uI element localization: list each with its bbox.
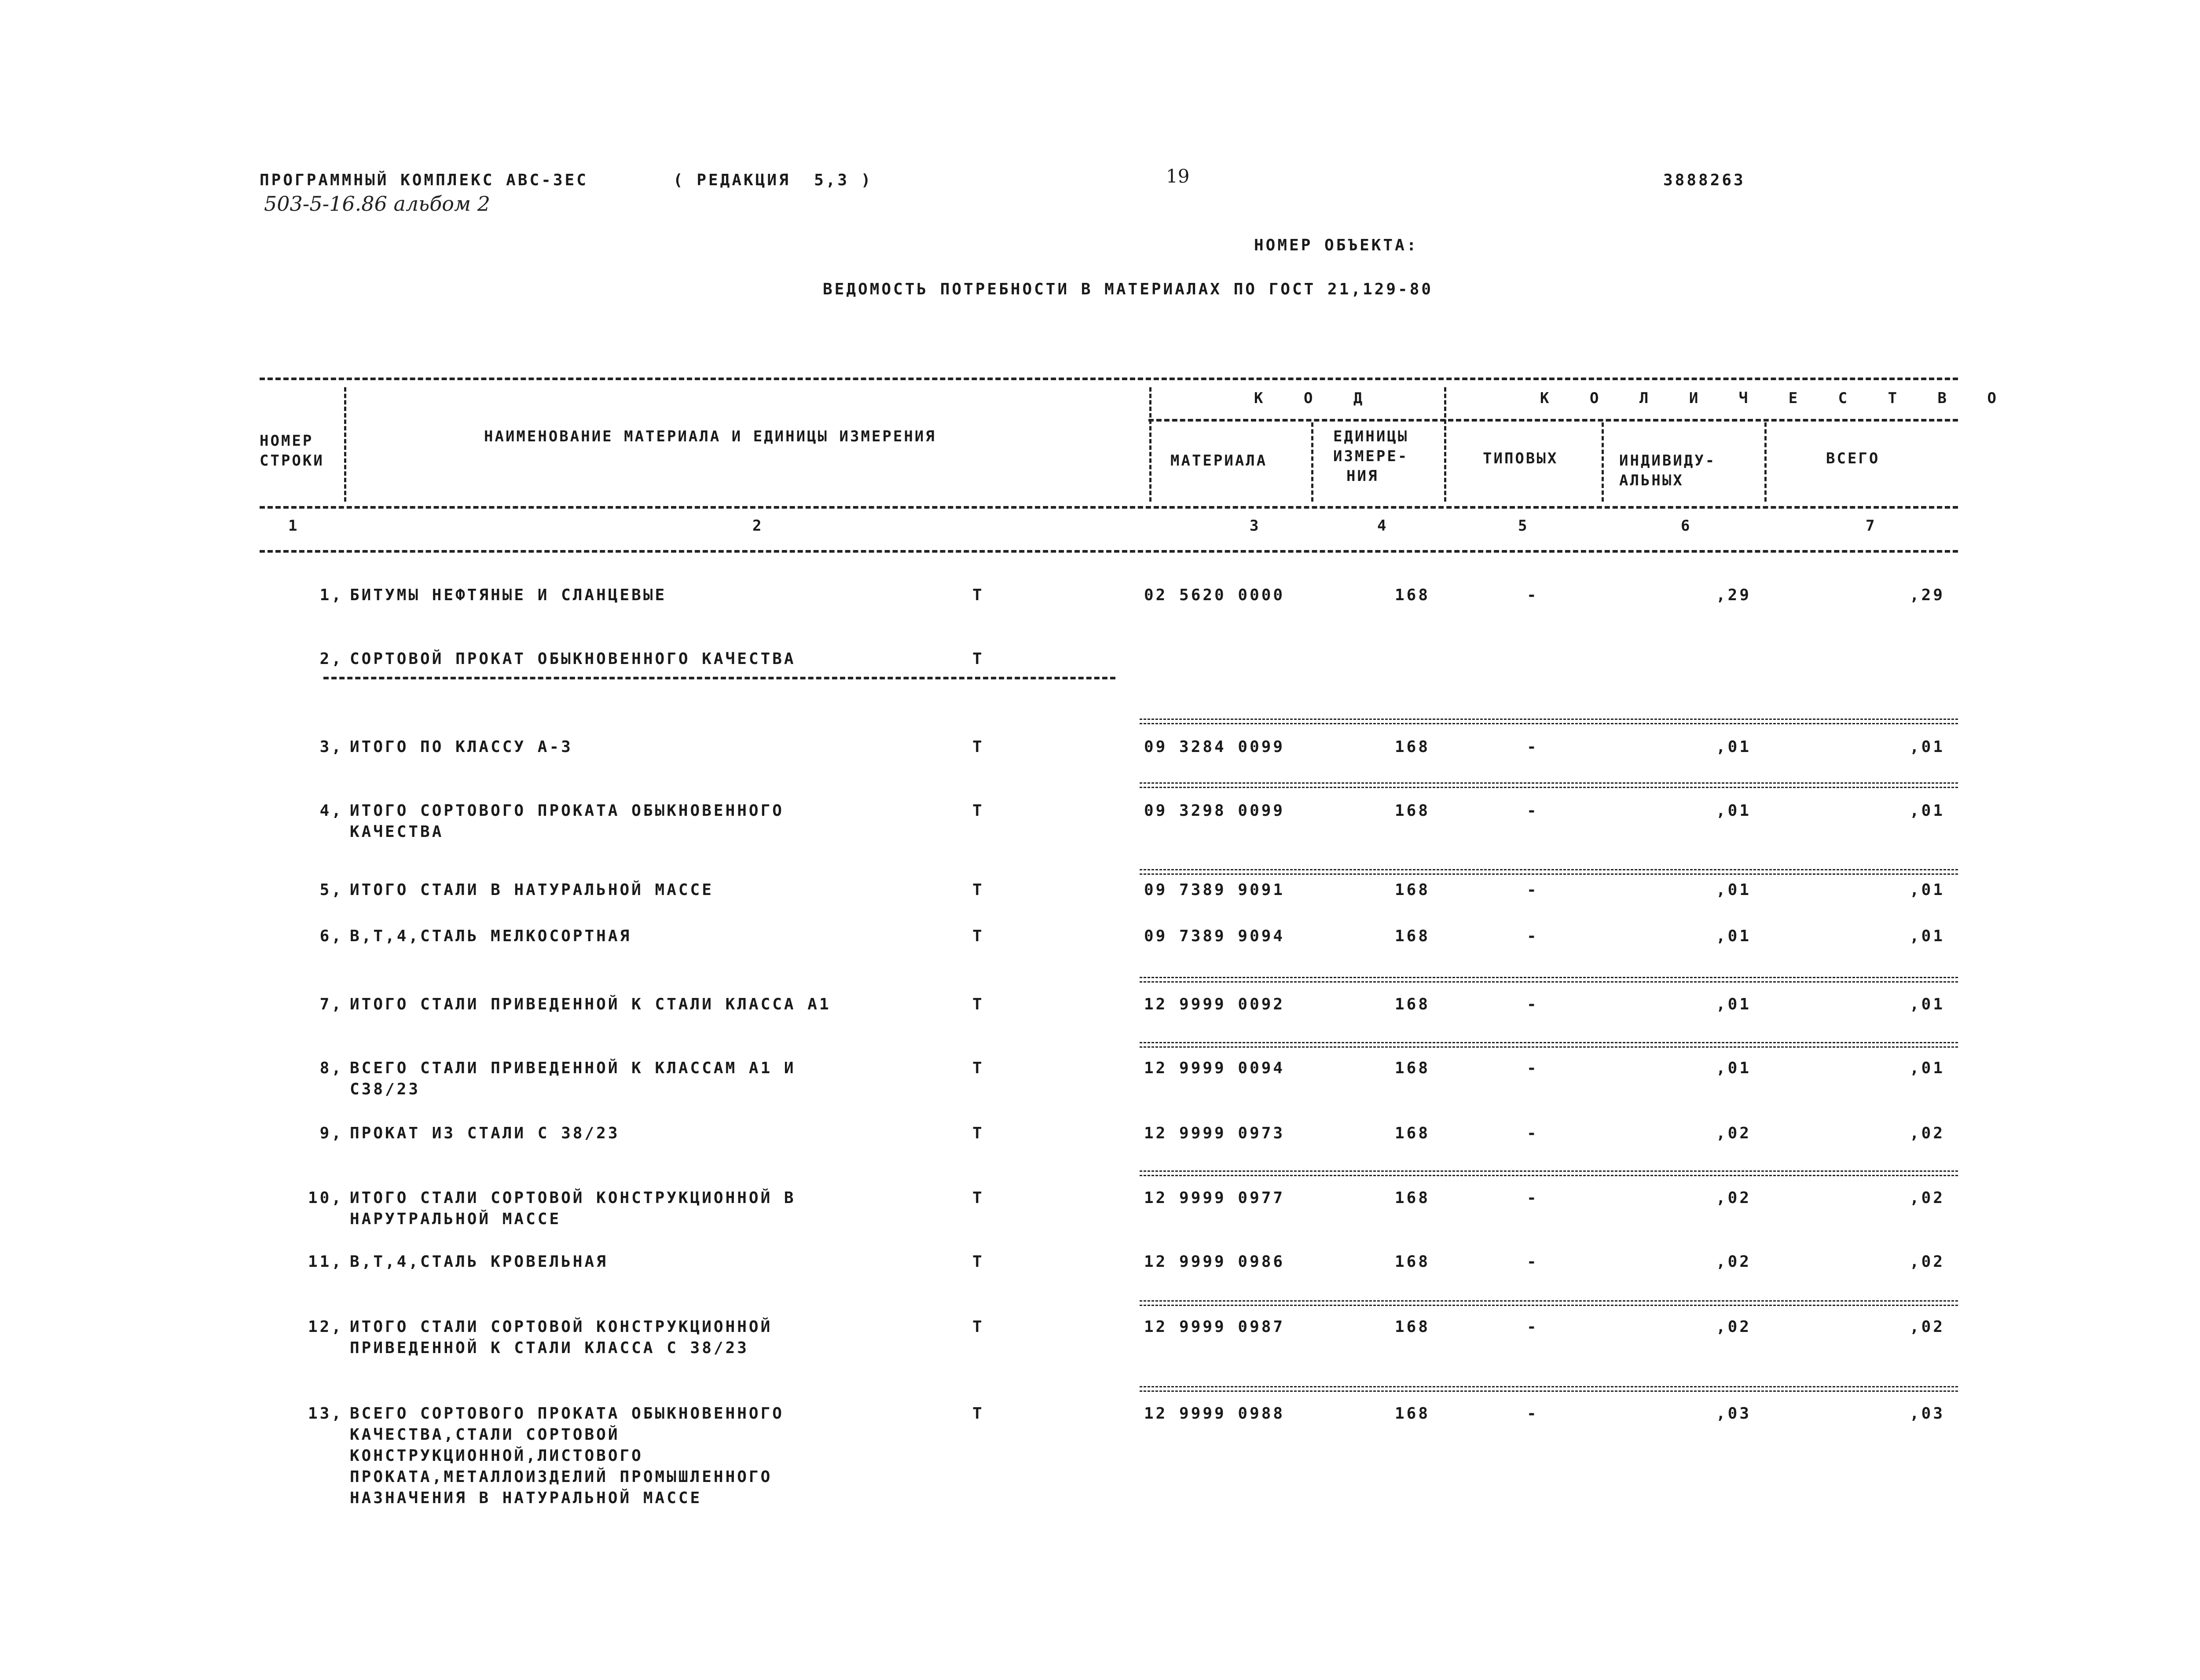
total-quantity: ,02 xyxy=(1909,1318,1945,1336)
material-name: КАЧЕСТВА,СТАЛИ СОРТОВОЙ xyxy=(350,1426,620,1444)
individual-quantity: ,01 xyxy=(1716,1059,1751,1077)
unit-of-measure: Т xyxy=(972,1189,984,1207)
typical-quantity: - xyxy=(1527,1189,1539,1207)
material-code: 09 7389 9091 xyxy=(1144,881,1285,899)
unit-of-measure: Т xyxy=(972,802,984,820)
total-quantity: ,01 xyxy=(1909,802,1945,820)
material-name: ПРИВЕДЕННОЙ К СТАЛИ КЛАССА С 38/23 xyxy=(350,1339,749,1357)
material-name: ИТОГО СТАЛИ СОРТОВОЙ КОНСТРУКЦИОННОЙ В xyxy=(350,1189,796,1207)
individual-quantity: ,01 xyxy=(1716,995,1751,1013)
unit-of-measure: Т xyxy=(972,1253,984,1271)
unit-of-measure: Т xyxy=(972,586,984,604)
individual-quantity: ,02 xyxy=(1716,1189,1751,1207)
material-name: ВСЕГО СТАЛИ ПРИВЕДЕННОЙ К КЛАССАМ А1 И xyxy=(350,1059,796,1077)
colnum-1: 1 xyxy=(288,517,299,535)
total-rule-7 xyxy=(1140,977,1958,983)
row-number: 9, xyxy=(319,1124,343,1142)
material-name: БИТУМЫ НЕФТЯНЫЕ И СЛАНЦЕВЫЕ xyxy=(350,586,667,604)
material-code: 12 9999 0977 xyxy=(1144,1189,1285,1207)
material-name: СОРТОВОЙ ПРОКАТ ОБЫКНОВЕННОГО КАЧЕСТВА xyxy=(350,650,796,668)
header-individual-1: ИНДИВИДУ- xyxy=(1619,452,1716,470)
program-name: ПРОГРАММНЫЙ КОМПЛЕКС АВС-3ЕС xyxy=(260,171,588,189)
colnum-6: 6 xyxy=(1681,517,1692,535)
typical-quantity: - xyxy=(1527,1124,1539,1142)
unit-code: 168 xyxy=(1395,995,1430,1013)
individual-quantity: ,02 xyxy=(1716,1124,1751,1142)
total-quantity: ,29 xyxy=(1909,586,1945,604)
typical-quantity: - xyxy=(1527,586,1539,604)
unit-of-measure: Т xyxy=(972,738,984,756)
unit-of-measure: Т xyxy=(972,1405,984,1423)
material-name: КОНСТРУКЦИОННОЙ,ЛИСТОВОГО xyxy=(350,1447,643,1465)
total-rule-3 xyxy=(1140,719,1958,724)
row-number: 12, xyxy=(308,1318,343,1336)
individual-quantity: ,01 xyxy=(1716,738,1751,756)
individual-quantity: ,01 xyxy=(1716,802,1751,820)
material-code: 09 3284 0099 xyxy=(1144,738,1285,756)
typical-quantity: - xyxy=(1527,1253,1539,1271)
header-name: НАИМЕНОВАНИЕ МАТЕРИАЛА И ЕДИНИЦЫ ИЗМЕРЕНИЯ xyxy=(484,428,936,445)
unit-code: 168 xyxy=(1395,1059,1430,1077)
unit-of-measure: Т xyxy=(972,1124,984,1142)
material-code: 12 9999 0094 xyxy=(1144,1059,1285,1077)
individual-quantity: ,29 xyxy=(1716,586,1751,604)
unit-code: 168 xyxy=(1395,738,1430,756)
page-title: ВЕДОМОСТЬ ПОТРЕБНОСТИ В МАТЕРИАЛАХ ПО ГОСТ 21,129-80 xyxy=(823,280,1434,298)
header-top-rule xyxy=(260,378,1958,380)
material-name: ИТОГО СТАЛИ ПРИВЕДЕННОЙ К СТАЛИ КЛАССА А1 xyxy=(350,995,831,1013)
total-rule-10 xyxy=(1140,1170,1958,1176)
colnum-bottom-rule xyxy=(260,550,1958,553)
unit-code: 168 xyxy=(1395,927,1430,945)
header-bottom-rule xyxy=(260,506,1958,509)
material-name: НАРУТРАЛЬНОЙ МАССЕ xyxy=(350,1210,561,1228)
handwritten-note: 503-5-16.86 альбом 2 xyxy=(264,192,491,216)
material-code: 12 9999 0987 xyxy=(1144,1318,1285,1336)
unit-of-measure: Т xyxy=(972,1318,984,1336)
typical-quantity: - xyxy=(1527,995,1539,1013)
material-name: ИТОГО ПО КЛАССУ А-3 xyxy=(350,738,573,756)
unit-code: 168 xyxy=(1395,1405,1430,1423)
total-quantity: ,02 xyxy=(1909,1253,1945,1271)
header-row-number-2: СТРОКИ xyxy=(260,452,324,470)
header-material: МАТЕРИАЛА xyxy=(1170,452,1268,470)
total-rule-12 xyxy=(1140,1300,1958,1306)
header-divider-3 xyxy=(1311,422,1313,502)
row-number: 5, xyxy=(319,881,343,899)
material-code: 12 9999 0988 xyxy=(1144,1405,1285,1423)
individual-quantity: ,02 xyxy=(1716,1318,1751,1336)
header-individual-2: АЛЬНЫХ xyxy=(1619,472,1684,489)
header-unit-2: ИЗМЕРЕ- xyxy=(1333,448,1409,465)
material-name: В,Т,4,СТАЛЬ МЕЛКОСОРТНАЯ xyxy=(350,927,632,945)
unit-of-measure: Т xyxy=(972,650,984,668)
total-quantity: ,01 xyxy=(1909,1059,1945,1077)
typical-quantity: - xyxy=(1527,738,1539,756)
individual-quantity: ,03 xyxy=(1716,1405,1751,1423)
material-code: 12 9999 0973 xyxy=(1144,1124,1285,1142)
material-code: 09 3298 0099 xyxy=(1144,802,1285,820)
material-name: ПРОКАТА,МЕТАЛЛОИЗДЕЛИЙ ПРОМЫШЛЕННОГО xyxy=(350,1468,773,1486)
row-number: 6, xyxy=(319,927,343,945)
material-name: ПРОКАТ ИЗ СТАЛИ С 38/23 xyxy=(350,1124,620,1142)
material-name: С38/23 xyxy=(350,1080,421,1098)
total-quantity: ,01 xyxy=(1909,738,1945,756)
row-number: 3, xyxy=(319,738,343,756)
material-code: 12 9999 0092 xyxy=(1144,995,1285,1013)
colnum-5: 5 xyxy=(1518,517,1529,535)
total-quantity: ,02 xyxy=(1909,1189,1945,1207)
typical-quantity: - xyxy=(1527,927,1539,945)
colnum-7: 7 xyxy=(1866,517,1877,535)
total-quantity: ,02 xyxy=(1909,1124,1945,1142)
unit-code: 168 xyxy=(1395,586,1430,604)
material-name: В,Т,4,СТАЛЬ КРОВЕЛЬНАЯ xyxy=(350,1253,608,1271)
header-row-number: НОМЕР xyxy=(260,432,314,450)
material-name: ВСЕГО СОРТОВОГО ПРОКАТА ОБЫКНОВЕННОГО xyxy=(350,1405,784,1423)
individual-quantity: ,01 xyxy=(1716,927,1751,945)
header-code-rule xyxy=(1148,419,1958,422)
header-total: ВСЕГО xyxy=(1826,450,1880,467)
typical-quantity: - xyxy=(1527,881,1539,899)
unit-of-measure: Т xyxy=(972,927,984,945)
header-code-group: К О Д xyxy=(1254,389,1379,407)
individual-quantity: ,01 xyxy=(1716,881,1751,899)
row-number: 13, xyxy=(308,1405,343,1423)
typical-quantity: - xyxy=(1527,1318,1539,1336)
header-quantity-group: К О Л И Ч Е С Т В О xyxy=(1540,389,2012,407)
row-number: 4, xyxy=(319,802,343,820)
total-rule-5 xyxy=(1140,869,1958,875)
total-rule-13 xyxy=(1140,1386,1958,1392)
total-rule-4 xyxy=(1140,782,1958,788)
header-divider-4 xyxy=(1444,387,1446,502)
material-code: 12 9999 0986 xyxy=(1144,1253,1285,1271)
object-number-label: НОМЕР ОБЪЕКТА: xyxy=(1254,236,1419,254)
typical-quantity: - xyxy=(1527,802,1539,820)
row-number: 7, xyxy=(319,995,343,1013)
header-unit-1: ЕДИНИЦЫ xyxy=(1333,428,1409,445)
page-number: 19 xyxy=(1166,165,1190,187)
total-quantity: ,01 xyxy=(1909,927,1945,945)
header-unit-3: НИЯ xyxy=(1346,467,1379,485)
row-number: 8, xyxy=(319,1059,343,1077)
row2-underline xyxy=(323,677,1115,679)
header-divider-2 xyxy=(1149,387,1151,502)
colnum-2: 2 xyxy=(752,517,763,535)
row-number: 11, xyxy=(308,1253,343,1271)
individual-quantity: ,02 xyxy=(1716,1253,1751,1271)
material-name: НАЗНАЧЕНИЯ В НАТУРАЛЬНОЙ МАССЕ xyxy=(350,1489,702,1507)
material-name: ИТОГО СТАЛИ СОРТОВОЙ КОНСТРУКЦИОННОЙ xyxy=(350,1318,773,1336)
edition-label: ( РЕДАКЦИЯ 5,3 ) xyxy=(673,171,873,189)
material-code: 09 7389 9094 xyxy=(1144,927,1285,945)
typical-quantity: - xyxy=(1527,1405,1539,1423)
row-number: 1, xyxy=(319,586,343,604)
material-name: ИТОГО СОРТОВОГО ПРОКАТА ОБЫКНОВЕННОГО xyxy=(350,802,784,820)
colnum-3: 3 xyxy=(1250,517,1261,535)
total-quantity: ,03 xyxy=(1909,1405,1945,1423)
material-name: КАЧЕСТВА xyxy=(350,823,444,841)
colnum-4: 4 xyxy=(1377,517,1388,535)
unit-of-measure: Т xyxy=(972,1059,984,1077)
row-number: 2, xyxy=(319,650,343,668)
unit-of-measure: Т xyxy=(972,881,984,899)
material-name: ИТОГО СТАЛИ В НАТУРАЛЬНОЙ МАССЕ xyxy=(350,881,714,899)
unit-code: 168 xyxy=(1395,1253,1430,1271)
header-divider-6 xyxy=(1764,422,1767,502)
unit-of-measure: Т xyxy=(972,995,984,1013)
total-quantity: ,01 xyxy=(1909,995,1945,1013)
unit-code: 168 xyxy=(1395,1189,1430,1207)
unit-code: 168 xyxy=(1395,1124,1430,1142)
unit-code: 168 xyxy=(1395,1318,1430,1336)
unit-code: 168 xyxy=(1395,881,1430,899)
total-rule-8 xyxy=(1140,1042,1958,1048)
header-divider-1 xyxy=(344,387,346,502)
document-code: 3888263 xyxy=(1663,171,1745,189)
total-quantity: ,01 xyxy=(1909,881,1945,899)
unit-code: 168 xyxy=(1395,802,1430,820)
typical-quantity: - xyxy=(1527,1059,1539,1077)
material-code: 02 5620 0000 xyxy=(1144,586,1285,604)
header-typical: ТИПОВЫХ xyxy=(1483,450,1558,467)
row-number: 10, xyxy=(308,1189,343,1207)
header-divider-5 xyxy=(1602,422,1604,502)
